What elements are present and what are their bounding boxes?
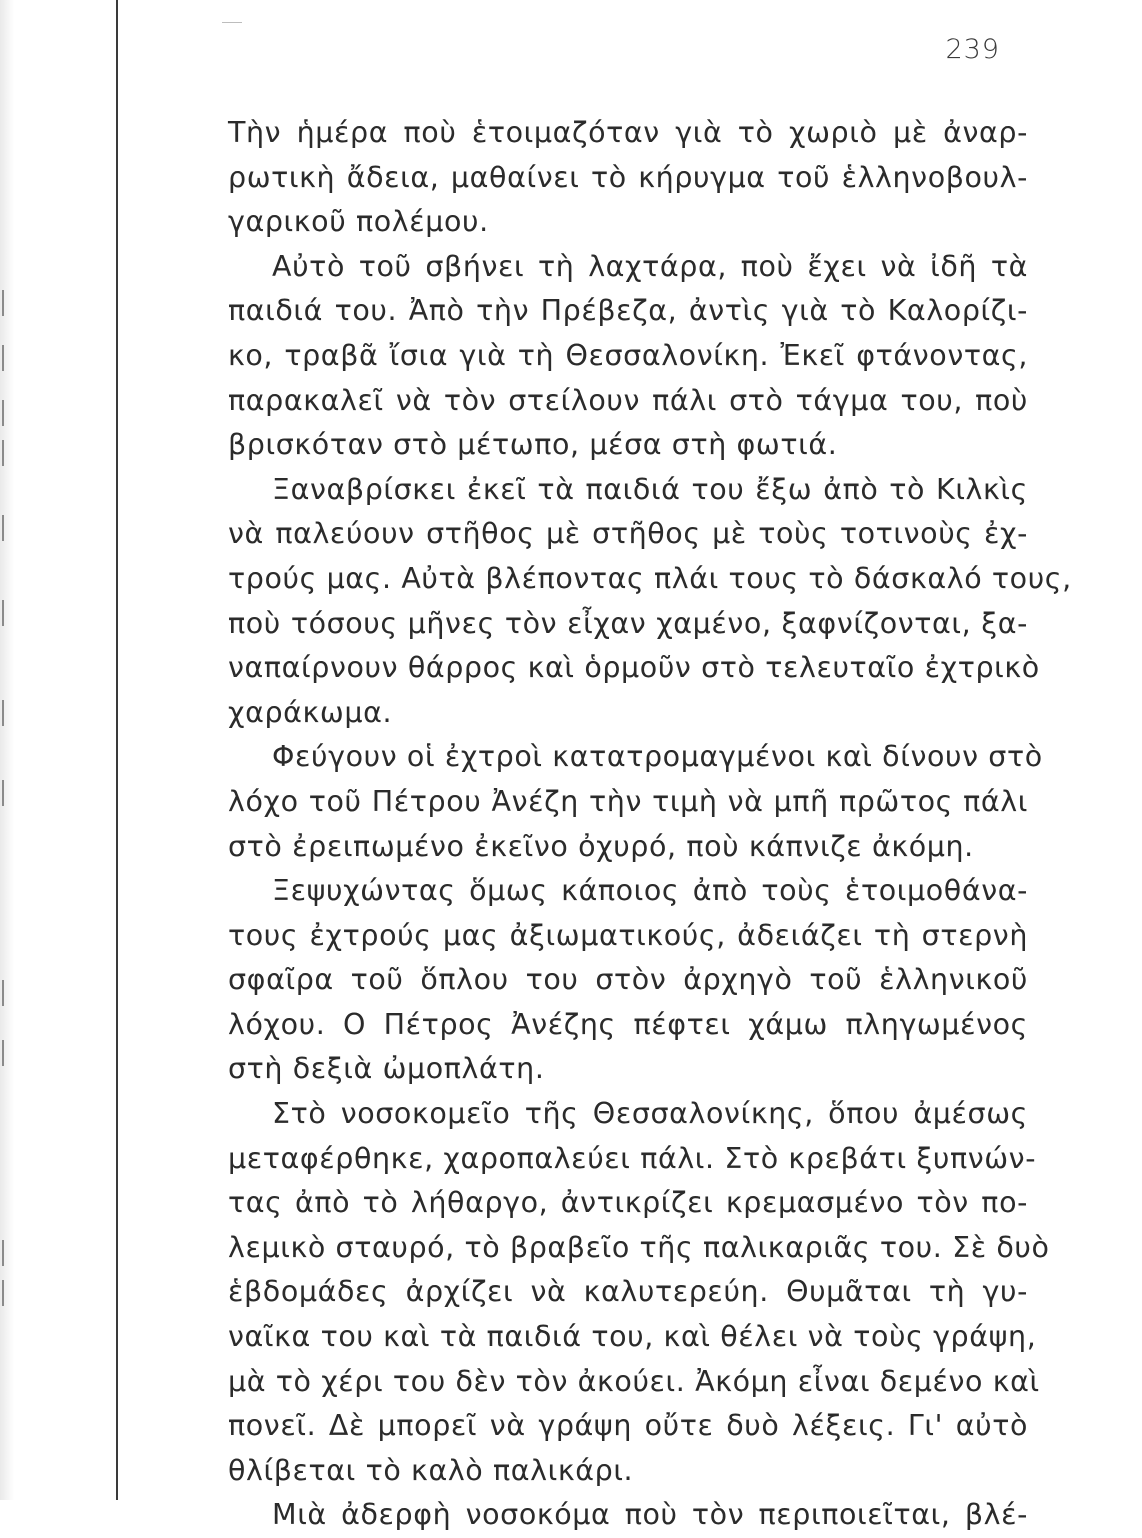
text-line: ποὺ τόσους μῆνες τὸν εἶχαν χαμένο, ξαφνίζονται, ξα-: [228, 606, 1028, 640]
text-line: σφαῖρα τοῦ ὅπλου του στὸν ἀρχηγὸ τοῦ ἑλληνικοῦ: [228, 963, 1028, 997]
top-rule: [222, 22, 242, 23]
page-number: 239: [945, 34, 1000, 65]
text-line: πονεῖ. Δὲ μπορεῖ νὰ γράψη οὔτε δυὸ λέξεις. Γι' αὐτὸ: [228, 1409, 1028, 1443]
text-line: λεμικὸ σταυρό, τὸ βραβεῖο τῆς παλικαριᾶς του. Σὲ δυὸ: [228, 1230, 1050, 1264]
text-line: ρωτικὴ ἄδεια, μαθαίνει τὸ κήρυγμα τοῦ ἑλληνοβουλ-: [228, 160, 1028, 194]
text-line: παρακαλεῖ νὰ τὸν στείλουν πάλι στὸ τάγμα του, ποὺ: [228, 383, 1028, 417]
margin-marks: [0, 0, 14, 1500]
text-line: Τὴν ἡμέρα ποὺ ἑτοιμαζόταν γιὰ τὸ χωριὸ μὲ ἀναρ-: [228, 116, 1028, 149]
text-line: Αὐτὸ τοῦ σβήνει τὴ λαχτάρα, ποὺ ἔχει νὰ ἰδῆ τὰ: [272, 249, 1028, 283]
text-line: θλίβεται τὸ καλὸ παλικάρι.: [228, 1453, 634, 1487]
binding-edge-line: [116, 0, 118, 1500]
text-line: τας ἀπὸ τὸ λήθαργο, ἀντικρίζει κρεμασμένο τὸν πο-: [228, 1186, 1028, 1220]
text-line: ναπαίρνουν θάρρος καὶ ὁρμοῦν στὸ τελευταῖο ἐχτρικὸ: [228, 651, 1040, 685]
text-line: στὴ δεξιὰ ὠμοπλάτη.: [228, 1052, 545, 1086]
text-line: μεταφέρθηκε, χαροπαλεύει πάλι. Στὸ κρεβάτι ξυπνών-: [228, 1141, 1037, 1175]
text-line: ναῖκα του καὶ τὰ παιδιά του, καὶ θέλει νὰ τοὺς γράψη,: [228, 1320, 1037, 1354]
text-line: παιδιά του. Ἀπὸ τὴν Πρέβεζα, ἀντὶς γιὰ τὸ Καλορίζι-: [228, 294, 1028, 328]
text-line: Ξαναβρίσκει ἐκεῖ τὰ παιδιά του ἔξω ἀπὸ τὸ Κιλκὶς: [272, 472, 1028, 506]
text-line: Φεύγουν οἱ ἐχτροὶ κατατρομαγμένοι καὶ δίνουν στὸ: [272, 740, 1043, 774]
text-line: Στὸ νοσοκομεῖο τῆς Θεσσαλονίκης, ὅπου ἀμέσως: [272, 1097, 1028, 1131]
text-line: ἑβδομάδες ἀρχίζει νὰ καλυτερεύη. Θυμᾶται τὴ γυ-: [228, 1275, 1028, 1309]
body-text: [228, 111, 1072, 1538]
text-line: κο, τραβᾶ ἴσια γιὰ τὴ Θεσσαλονίκη. Ἐκεῖ φτάνοντας,: [228, 338, 1028, 372]
text-line: Μιὰ ἀδερφὴ νοσοκόμα ποὺ τὸν περιποιεῖται, βλέ-: [272, 1498, 1028, 1532]
text-line: τρούς μας. Αὐτὰ βλέποντας πλάι τους τὸ δάσκαλό τους,: [228, 561, 1072, 595]
text-line: στὸ ἐρειπωμένο ἐκεῖνο ὀχυρό, ποὺ κάπνιζε ἀκόμη.: [228, 829, 974, 863]
text-line: τους ἐχτρούς μας ἀξιωματικούς, ἀδειάζει τὴ στερνὴ: [228, 918, 1028, 952]
text-line: νὰ παλεύουν στῆθος μὲ στῆθος μὲ τοὺς τοτινοὺς ἐχ-: [228, 517, 1028, 551]
text-line: λόχου. Ο Πέτρος Ἀνέζης πέφτει χάμω πληγωμένος: [228, 1007, 1028, 1041]
text-line: λόχο τοῦ Πέτρου Ἀνέζη τὴν τιμὴ νὰ μπῆ πρῶτος πάλι: [228, 784, 1028, 818]
text-line: γαρικοῦ πολέμου.: [228, 205, 489, 239]
text-line: χαράκωμα.: [228, 695, 393, 729]
text-line: βρισκόταν στὸ μέτωπο, μέσα στὴ φωτιά.: [228, 428, 838, 462]
text-line: Ξεψυχώντας ὅμως κάποιος ἀπὸ τοὺς ἑτοιμοθάνα-: [272, 874, 1028, 908]
text-line: μὰ τὸ χέρι του δὲν τὸν ἀκούει. Ἀκόμη εἶναι δεμένο καὶ: [228, 1364, 1040, 1398]
